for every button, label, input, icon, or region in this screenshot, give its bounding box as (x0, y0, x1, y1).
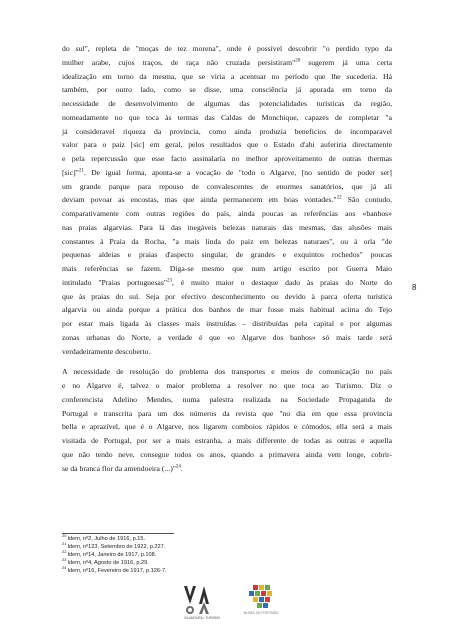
text-line: que não tendo neve, consegue todos os anos, quando a primavera ainda vem longe, cobrir- (62, 449, 392, 459)
footnote: $^{21}$Idem, nº123, Setembro de 1922, p.227. (62, 541, 166, 550)
body-text (62, 42, 392, 475)
svg-text:MUSEU DE PORTIMÃO: MUSEU DE PORTIMÃO (243, 611, 279, 615)
text-line: visitada de Portugal, por ser a mais estranha, a mais differente de todas as outras e aquella (62, 436, 392, 445)
text-line: também, por outro lado, como se disse, uma consciência já apurada em torno da (62, 85, 392, 95)
page-number: 8 (412, 283, 417, 292)
text-line: se da branca flor da amendoeira (...)"$^{24}$. (62, 463, 183, 473)
text-line: deviam povoar as encostas, mas que ainda permanecem em boas vontades."$^{22}$ São contudo, (62, 195, 392, 205)
text-line: bella e aprazível, que é o Algarve, nos ligarem comboios rápidos e cómodos, ella será a mais (62, 422, 392, 432)
paragraph-2 (62, 365, 392, 475)
text-line: algarvia ou ainda porque a prática dos banhos de mar fosse mais habitual acima do Tejo (62, 305, 392, 315)
text-line: A necessidade de resolução do problema dos transportes e meios de comunicação no país (62, 367, 392, 377)
text-line: valor para o paiz [sic] em geral, pelos resultados que o Estado d'ahi auferiria directamente (62, 140, 392, 150)
svg-text:VILAMOURA • TURISMO: VILAMOURA • TURISMO (183, 616, 221, 620)
text-line: que às praias do sul. Seja por efectivo desconhecimento ou devido à parca oferta turística (62, 291, 392, 301)
text-line: por estar mais ligada às classes mais instruídas – distribuídas pela capital e por algumas (62, 319, 392, 328)
text-line: um grande parque para repouso de convalescentes de enormes sanatórios, que já ali (62, 181, 392, 191)
footnote: $^{20}$Idem, nº2, Julho de 1916, p.15. (62, 533, 146, 542)
museu-logo (240, 583, 282, 623)
text-line: Portugal e transcrita para um dos números da revista que "no dia em que essa provincia (62, 408, 392, 418)
footnote-ref-20[interactable]: 20 (295, 58, 301, 64)
text-line: nas praias algarvias. Para lá das inegáveis belezas naturais das mesmas, das alusões mais (62, 222, 392, 232)
text-line: já consideravel riqueza da provincia, como ainda produzia beneficios de incomparavel (62, 126, 392, 136)
text-line: e no Algarve é, talvez o maior problema a resolver no que toca ao Turismo. Diz o (62, 381, 392, 390)
footnote-ref-23[interactable]: 23 (166, 278, 172, 284)
text-line: e pela repercussão que esse facto assinalaria no melhor aproveitamento de outras thermas (62, 154, 392, 163)
footnote-ref-22[interactable]: 22 (336, 195, 342, 201)
footnote: $^{24}$Idem, nº16, Fevereiro de 1917, p.126-7. (62, 564, 167, 574)
text-line: intitulado "Praias portuguesas"$^{23}$, é muito maior o destaque dado às praias do Norte do (62, 277, 392, 287)
text-line: comparativamente com outras regiões do país, ainda poucas as referências aos «banhos» (62, 209, 392, 218)
text-line: pequenas aldeias e praias d'aspecto singular, de grandes e exquintos rochedos" poucas (62, 250, 392, 260)
text-line: nomeadamente no que toca às termas das Caldas de Monchique, capazes de completar "a (62, 112, 392, 122)
text-line: mais referências se fazem. Diga-se mesmo que num artigo escrito por Guerra Maio (62, 264, 392, 273)
text-line: [sic]"$^{21}$. De igual forma, aponta-se a vocação de "todo o Algarve, [no sentido de poder ser] (62, 167, 392, 177)
text-line: conferencista Adelino Mendes, numa palestra realizada na Sociedade Propaganda de (62, 394, 392, 404)
text-line: necessidade de desenvolvimento de algumas das potencialidades turísticas da região, (62, 99, 392, 108)
text-line: verdadeiramente descoberto. (62, 346, 151, 356)
footnote: $^{22}$Idem, nº14, Janeiro de 1917, p.108. (62, 548, 157, 558)
footnote-divider (62, 533, 174, 534)
footnote-ref-21[interactable]: 21 (78, 168, 84, 174)
paragraph-1 (62, 42, 392, 358)
text-line: idealização em torno da mesma, que se viria a acentuar no período que lhe sucederia. Há (62, 71, 392, 81)
text-line: mulher arabe, cujos traços, de raça não cruzada persistiram"$^{20}$ sugerem já uma certa (62, 57, 392, 67)
text-line: constantes à Praia da Rocha, "a mais linda do paiz em belezas naturaes", ou à orla "de (62, 236, 392, 246)
footnote-ref-24[interactable]: 24 (175, 463, 181, 469)
footnotes (62, 533, 392, 576)
text-line: zonas urbanas do Norte, a verdade é que «o Algarve dos banhos» só mais tarde será (62, 332, 392, 342)
footnote: $^{23}$Idem, nº4, Agosto de 1916, p.29. (62, 556, 149, 566)
vaoa-logo (174, 580, 230, 620)
text-line: do sul", repleta de "moças de tez morena", onde é possível descobrir "o perdido typo da (62, 44, 392, 53)
